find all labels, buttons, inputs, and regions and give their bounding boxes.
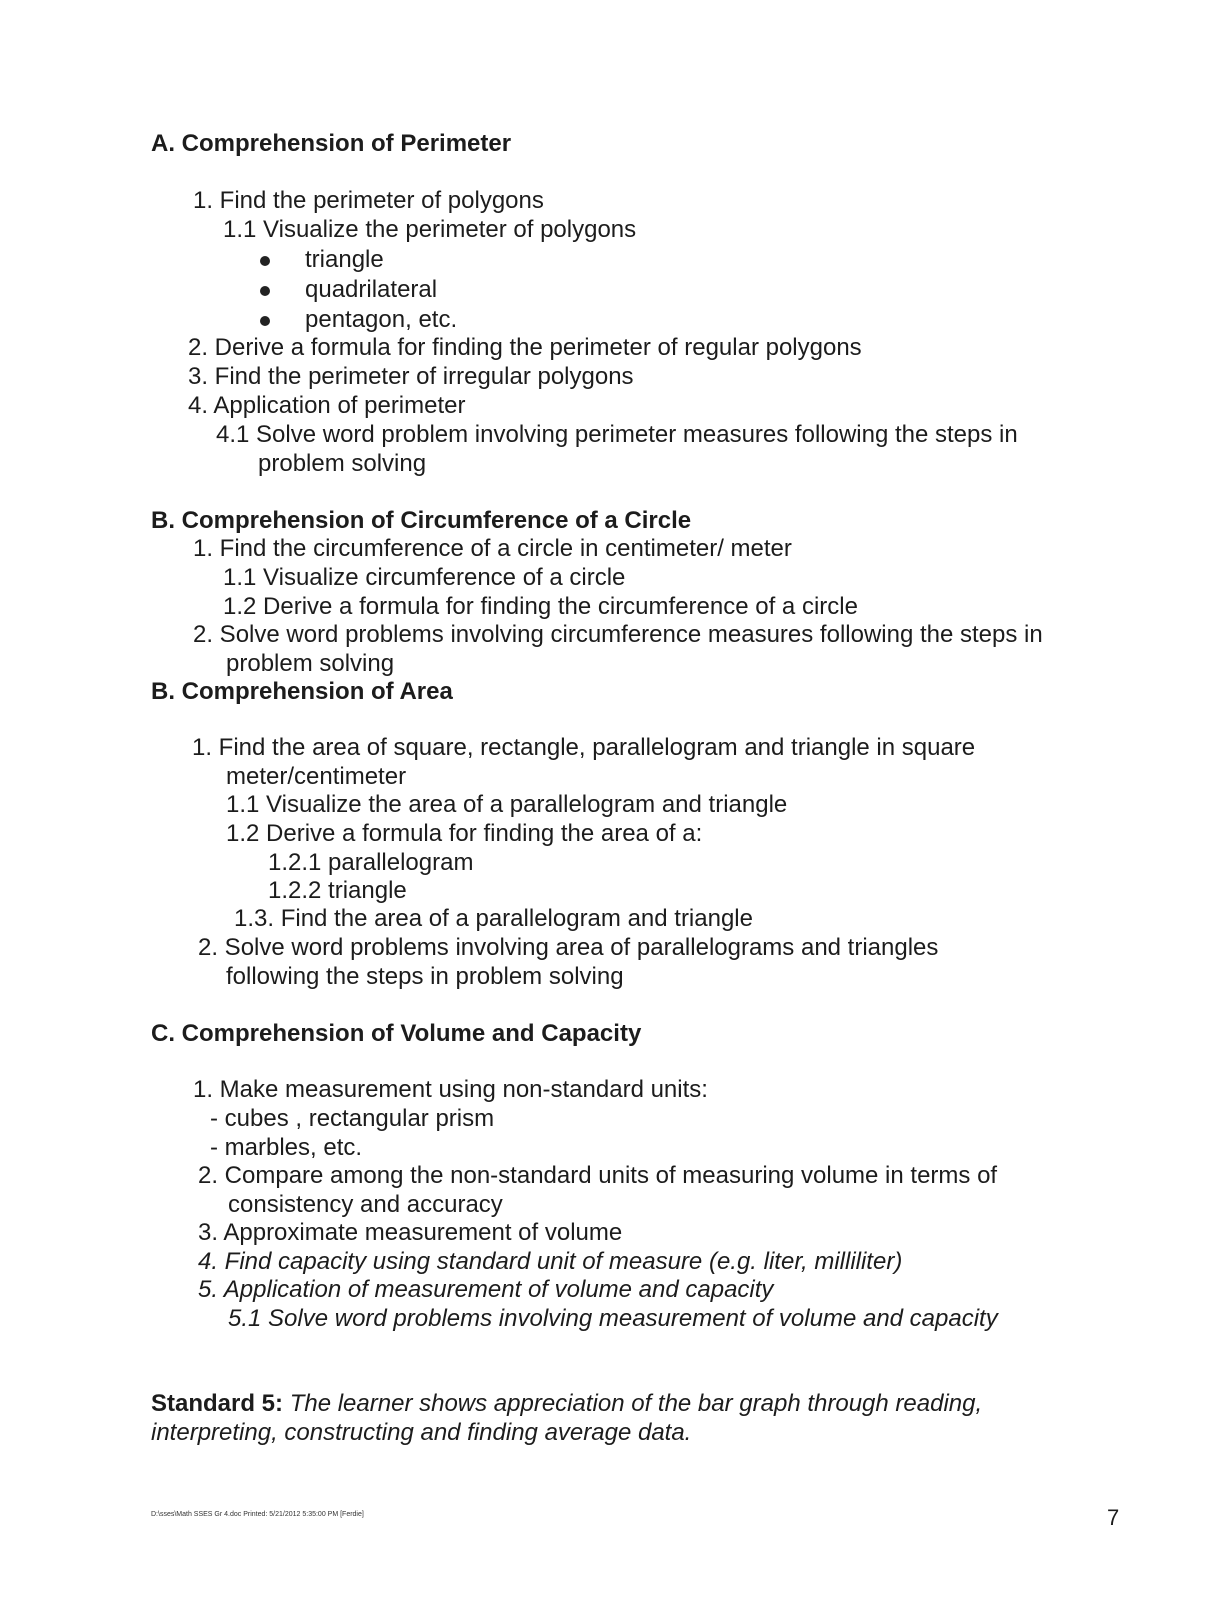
section-c-item-1-a: - cubes , rectangular prism <box>210 1105 495 1132</box>
section-b2-item-2: 2. Solve word problems involving area of parallelograms and triangles <box>198 934 939 961</box>
section-b2-item-1-2-1: 1.2.1 parallelogram <box>268 849 474 876</box>
section-c-item-1: 1. Make measurement using non-standard units: <box>193 1076 708 1103</box>
standard-5-line-2: interpreting, constructing and finding average data. <box>151 1419 692 1446</box>
section-b1-item-1: 1. Find the circumference of a circle in centimeter/ meter <box>193 535 792 562</box>
section-a-item-4-1-cont: problem solving <box>258 450 427 477</box>
section-c-item-3: 3. Approximate measurement of volume <box>198 1219 623 1246</box>
section-c-item-2: 2. Compare among the non-standard units of measuring volume in terms of <box>198 1162 998 1189</box>
section-a-item-4-1: 4.1 Solve word problem involving perimeter measures following the steps in <box>216 421 1018 448</box>
section-a-item-4: 4. Application of perimeter <box>188 392 466 419</box>
bullet-icon <box>260 256 270 266</box>
standard-5-line-1 <box>151 1389 982 1418</box>
section-a-heading: A. Comprehension of Perimeter <box>151 130 512 157</box>
section-b2-item-2-cont: following the steps in problem solving <box>226 963 624 990</box>
section-b2-item-1-2: 1.2 Derive a formula for finding the area of a: <box>226 820 703 847</box>
section-c-item-5-1: 5.1 Solve word problems involving measurement of volume and capacity <box>228 1305 998 1332</box>
section-a-bullet-3: pentagon, etc. <box>305 306 458 333</box>
section-a-item-2: 2. Derive a formula for finding the perimeter of regular polygons <box>188 334 862 361</box>
section-a-item-1: 1. Find the perimeter of polygons <box>193 187 544 214</box>
bullet-icon <box>260 286 270 296</box>
standard-label: Standard 5: <box>151 1390 284 1417</box>
footer-file-path: D:\sses\Math SSES Gr 4.doc Printed: 5/21/2012 5:35:00 PM [Ferdie] <box>151 1511 364 1518</box>
section-b2-item-1-cont: meter/centimeter <box>226 763 407 790</box>
section-a-bullet-2: quadrilateral <box>305 276 438 303</box>
section-b1-item-1-2: 1.2 Derive a formula for finding the circumference of a circle <box>223 593 858 620</box>
section-c-heading: C. Comprehension of Volume and Capacity <box>151 1020 642 1047</box>
bullet-icon <box>260 316 270 326</box>
section-b2-item-1-2-2: 1.2.2 triangle <box>268 877 407 904</box>
section-b-circumference-heading: B. Comprehension of Circumference of a Circle <box>151 507 692 534</box>
standard-text-1: The learner shows appreciation of the bar graph through reading, <box>283 1390 983 1417</box>
section-c-item-2-cont: consistency and accuracy <box>228 1191 503 1218</box>
section-b-area-heading: B. Comprehension of Area <box>151 678 453 705</box>
page-number: 7 <box>1107 1505 1120 1530</box>
section-b1-item-2: 2. Solve word problems involving circumference measures following the steps in <box>193 621 1043 648</box>
section-a-bullet-1: triangle <box>305 246 384 273</box>
section-b2-item-1: 1. Find the area of square, rectangle, parallelogram and triangle in square <box>192 734 976 761</box>
section-b1-item-2-cont: problem solving <box>226 650 395 677</box>
section-a-item-1-1: 1.1 Visualize the perimeter of polygons <box>223 216 637 243</box>
section-b2-item-1-1: 1.1 Visualize the area of a parallelogram and triangle <box>226 791 788 818</box>
section-c-item-4: 4. Find capacity using standard unit of measure (e.g. liter, milliliter) <box>198 1248 903 1275</box>
section-c-item-1-b: - marbles, etc. <box>210 1134 363 1161</box>
section-b1-item-1-1: 1.1 Visualize circumference of a circle <box>223 564 626 591</box>
section-a-item-3: 3. Find the perimeter of irregular polygons <box>188 363 634 390</box>
section-c-item-5: 5. Application of measurement of volume and capacity <box>198 1276 774 1303</box>
section-b2-item-1-3: 1.3. Find the area of a parallelogram and triangle <box>234 905 753 932</box>
